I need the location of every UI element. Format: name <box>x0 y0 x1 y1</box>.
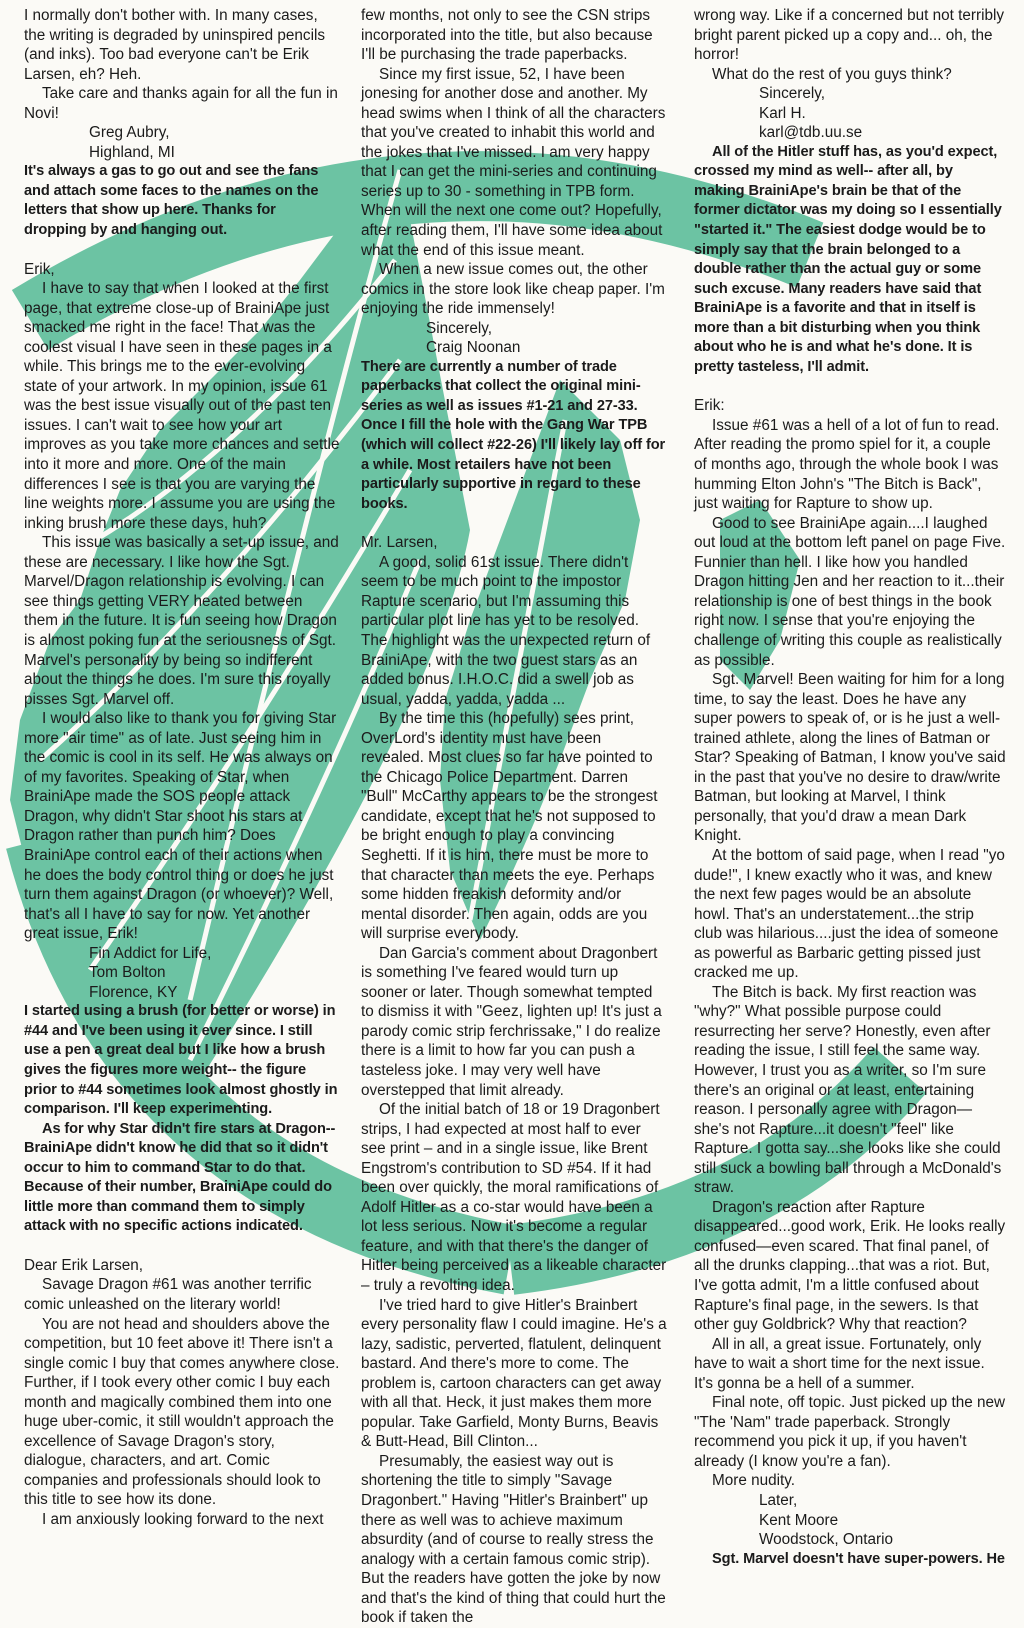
paragraph: By the time this (hopefully) sees print, OverLord's identity must have been revealed. Most clues so far have pointed to the Chicago Police Department. Darren "Bull" McCarthy appears to be the strongest candidate, except that he's not supposed to be bright enough to play a convincing Seghetti. If it is him, there must be more to that character than meets the eye. Perhaps some hidden freakish deformity and/or mental disorder. Then again, odds are you will surprise everybody. <box>361 710 658 943</box>
paragraph: What do the rest of you guys think? <box>712 65 952 83</box>
letter-body <box>361 6 668 319</box>
paragraph: It's always a gas to go out and see the fans and attach some faces to the names on the letters that show up here. Thanks for dropping by and hanging out. <box>24 163 319 239</box>
letter-signature <box>694 1491 1006 1550</box>
paragraph: I would also like to thank you for giving Star more "air time" as of late. Just seeing him in the comic is cool in its self. He was always on of my favorites. Speaking of Star, when BrainiApe made the SOS people attack Dragon, why didn't Star shoot his stars at Dragon rather than punch him? Does BrainiApe control each of their actions when he does the body control thing or does he just turn them against Dragon (or whoever)? Well, that's all I have to say for now. Yet another great issue, Erik! <box>24 710 337 943</box>
editor-reply <box>694 143 1006 378</box>
paragraph: I've tried hard to give Hitler's Brainbert every personality flaw I could imagine. He's a lazy, sadistic, perverted, flatulent, delinquent bastard. And there's more to come. The problem is, cartoon characters can get away with all that. Heck, it just makes them more popular. Take Garfield, Monty Burns, Beavis & Butt-Head, Bill Clinton... <box>361 1296 667 1451</box>
paragraph: Dan Garcia's comment about Dragonbert is something I've feared would turn up sooner or later. Though somewhat tempted to dismiss it with "Geez, lighten up! It's just a parody comic strip ferchrissake," I do realize there is a limit to how far you can push a tasteless joke. I may very well have overstepped that limit already. <box>361 944 662 1099</box>
signature-line: Tom Bolton <box>89 964 166 982</box>
paragraph: When a new issue comes out, the other comics in the store look like cheap paper. I'm enjoying the ride immensely! <box>361 261 665 318</box>
paragraph: I normally don't bother with. In many cases, the writing is degraded by uninspired pencils (and inks). Too bad everyone can't be Erik Larsen, eh? Heh. <box>24 7 326 83</box>
paragraph: Issue #61 was a hell of a lot of fun to read. After reading the promo spiel for it, a couple of months ago, through the whole book I was humming Elton John's "The Bitch is Back", just waiting for Rapture to show up. <box>694 416 1000 513</box>
editor-reply <box>361 358 668 514</box>
signature-line: Kent Moore <box>759 1511 839 1529</box>
paragraph: Presumably, the easiest way out is shortening the title to simply "Savage Dragonbert." Having "Hitler's Brainbert" up there as well was to achieve maximum absurdity (and of course to really stress the analogy with a certain famous comic strip). But the readers have gotten the joke by now and that's the kind of thing that could hurt the book if taken the <box>361 1452 666 1627</box>
paragraph: wrong way. Like if a concerned but not terribly bright parent picked up a copy and... oh, the horror! <box>694 7 1005 64</box>
editor-reply <box>694 1550 1006 1570</box>
paragraph: Take care and thanks again for all the fun in Novi! <box>24 85 338 122</box>
signature-line: Later, <box>759 1492 798 1510</box>
letter-body <box>694 6 1006 84</box>
salutation-text: Mr. Larsen, <box>361 534 438 552</box>
letter-body <box>24 279 340 944</box>
signature-line: Craig Noonan <box>426 339 521 357</box>
letters-column-2 <box>361 6 668 1627</box>
paragraph: The Bitch is back. My first reaction was "why?" What possible purpose could resurrecting her serve? Honestly, even after reading the issue, I still feel the same way. However, I trust you as a writer, so I'm sure there's an original or at least, entertaining reason. I personally agree with Dragon—she's not Rapture...it doesn't "feel" like Rapture. I gotta say...she looks like she could still suck a bowling ball through a McDonald's straw. <box>694 983 1002 1197</box>
signature-line: Fin Addict for Life, <box>89 944 212 962</box>
letter-salutation <box>24 260 340 280</box>
letter-body <box>361 553 668 1628</box>
paragraph: This issue was basically a set-up issue, and these are necessary. I like how the Sgt. Marvel/Dragon relationship is evolving. I can see things getting VERY heated between them in the future. It is fun seeing how Dragon is almost poking fun at the seriousness of Sgt. Marvel's personality by being so indifferent about the things he does. I'm sure this royally pisses Sgt. Marvel off. <box>24 534 339 708</box>
signature-line: Karl H. <box>759 104 806 122</box>
letter-signature <box>24 944 340 1003</box>
paragraph: Dragon's reaction after Rapture disappeared...good work, Erik. He looks really confused—even scared. That final panel, of all the drunks clapping...that was a riot. But, I've gotta admit, I'm a little confused about Rapture's final page, in the sewers. Is that other guy Goldbrick? Why that reaction? <box>694 1198 1006 1334</box>
salutation-text: Erik, <box>24 260 55 278</box>
paragraph: More nudity. <box>712 1472 796 1490</box>
paragraph: Sgt. Marvel doesn't have super-powers. He <box>712 1550 1005 1567</box>
paragraph: Final note, off topic. Just picked up the new "The 'Nam" trade paperback. Strongly recommend you pick it up, if you haven't already (I know you're a fan). <box>694 1394 1006 1470</box>
paragraph: All of the Hitler stuff has, as you'd expect, crossed my mind as well-- after all, by making BrainiApe's brain be that of the former dictator was my doing so I essentially "started it." The easiest dodge would be to simply say that the brain belonged to a double rather than the actual guy or some such excuse. Many readers have said that BrainiApe is a favorite and that in itself is more than a bit disturbing when you think about who he is and what he's done. It is pretty tasteless, I'll admit. <box>694 143 1002 375</box>
letter-body <box>694 416 1006 1491</box>
signature-line: Woodstock, Ontario <box>759 1531 894 1549</box>
paragraph: Savage Dragon #61 was another terrific comic unleashed on the literary world! <box>24 1276 312 1313</box>
signature-line: Greg Aubry, <box>89 124 170 142</box>
signature-line: Florence, KY <box>89 983 178 1001</box>
paragraph: As for why Star didn't fire stars at Dragon-- BrainiApe didn't know he did that so it didn't occur to him to command Star to do that. Because of their number, BrainiApe could do little more than command them to simply attack with no specific actions indicated. <box>24 1120 336 1235</box>
signature-line: Sincerely, <box>759 85 826 103</box>
letter-signature <box>694 84 1006 143</box>
letters-column-1 <box>24 6 340 1600</box>
editor-reply <box>24 1002 340 1237</box>
signature-line: karl@tdb.uu.se <box>759 124 863 142</box>
paragraph: A good, solid 61st issue. There didn't seem to be much point to the impostor Rapture scenario, but I'm assuming this particular plot line has yet to be resolved. The highlight was the unexpected return of BrainiApe, with the two guest stars as an added bonus. I.H.O.C. did a swell job as usual, yadda, yadda, yadda ... <box>361 553 651 708</box>
paragraph: You are not head and shoulders above the competition, but 10 feet above it! There isn't a single comic I buy that comes anywhere close. Further, if I took every other comic I buy each month and magically combined them into one huge uber-comic, it still wouldn't approach the excellence of Savage Dragon's story, dialogue, characters, and art. Comic companies and professionals should look to this title to see how its done. <box>24 1315 340 1509</box>
letter-salutation <box>24 1256 340 1276</box>
letter-body <box>24 1275 340 1529</box>
paragraph: At the bottom of said page, when I read "yo dude!", I knew exactly who it was, and knew the next few pages would be an absolute howl. That's an understatement...the strip club was hilarious....just the idea of someone as powerful as Barbaric getting pissed just cracked me up. <box>694 846 1005 982</box>
paragraph: All in all, a great issue. Fortunately, only have to wait a short time for the next issue. It's gonna be a hell of a summer. <box>694 1335 985 1392</box>
paragraph: Of the initial batch of 18 or 19 Dragonbert strips, I had expected at most half to ever see print – and in a single issue, like Brent Engstrom's contribution to SD #54. If it had been over quickly, the moral ramifications of Adolf Hitler as a co-star would have been a lot less serious. Now it's become a regular feature, and with that there's the danger of Hitler being perceived as a likeable character – truly a revolting idea. <box>361 1101 667 1294</box>
paragraph: few months, not only to see the CSN strips incorporated into the title, but also because I'll be purchasing the trade paperbacks. <box>361 7 653 64</box>
letter-signature <box>24 123 340 162</box>
paragraph: Since my first issue, 52, I have been jonesing for another dose and another. My head swims when I think of all the characters that you've created to inhabit this world and the jokes that I've missed. I am very happy that I can get the mini-series and continuing series up to 30 - something in TPB form. When will the next one come out? Hopefully, after reading them, I'll have some idea about what the end of this issue meant. <box>361 65 666 259</box>
signature-line: Highland, MI <box>89 143 175 161</box>
paragraph: Good to see BrainiApe again....I laughed out loud at the bottom left panel on page Five. Funnier than hell. I like how you handled Dragon hitting Jen and her reaction to it...their relationship is one of best things in the book right now. I sense that you're enjoying the challenge of writing this couple as realistically as possible. <box>694 514 1006 669</box>
letter-salutation <box>361 533 668 553</box>
signature-line: Sincerely, <box>426 319 493 337</box>
letter-salutation <box>694 396 1006 416</box>
letter-body <box>24 6 340 123</box>
paragraph: I started using a brush (for better or worse) in #44 and I've been using it ever since. I still use a pen a great deal but I like how a brush gives the figures more weight-- the figure prior to #44 sometimes look almost ghostly in comparison. I'll keep experimenting. <box>24 1003 338 1118</box>
salutation-text: Dear Erik Larsen, <box>24 1256 144 1274</box>
editor-reply <box>24 162 340 240</box>
paragraph: I have to say that when I looked at the first page, that extreme close-up of BrainiApe just smacked me right in the face! That was the coolest visual I have seen in these pages in a while. This brings me to the ever-evolving state of your artwork. In my opinion, issue 61 was the best issue visually out of the past ten issues. I can't wait to see how your art improves as you take more chances and settle into it more and more. One of the main differences I see is that you are varying the line weights more. I assume you are using the inking brush more these days, huh? <box>24 280 340 532</box>
paragraph: There are currently a number of trade paperbacks that collect the original mini-series as well as issues #1-21 and 27-33. Once I fill the hole with the Gang War TPB (which will collect #22-26) I'll likely lay off for a while. Most retailers have not been particularly supportive in regard to these books. <box>361 358 666 512</box>
salutation-text: Erik: <box>694 397 725 415</box>
letters-column-3 <box>694 6 1006 1600</box>
letter-signature <box>361 319 668 358</box>
paragraph: Sgt. Marvel! Been waiting for him for a long time, to say the least. Does he have any super powers to speak of, or is he just a well-trained athlete, along the lines of Batman or Star? Speaking of Batman, I know you've said in the past that you've no desire to draw/write Batman, but looking at Marvel, I think personally, that you'd draw a mean Dark Knight. <box>694 671 1006 845</box>
paragraph: I am anxiously looking forward to the next <box>42 1511 324 1529</box>
